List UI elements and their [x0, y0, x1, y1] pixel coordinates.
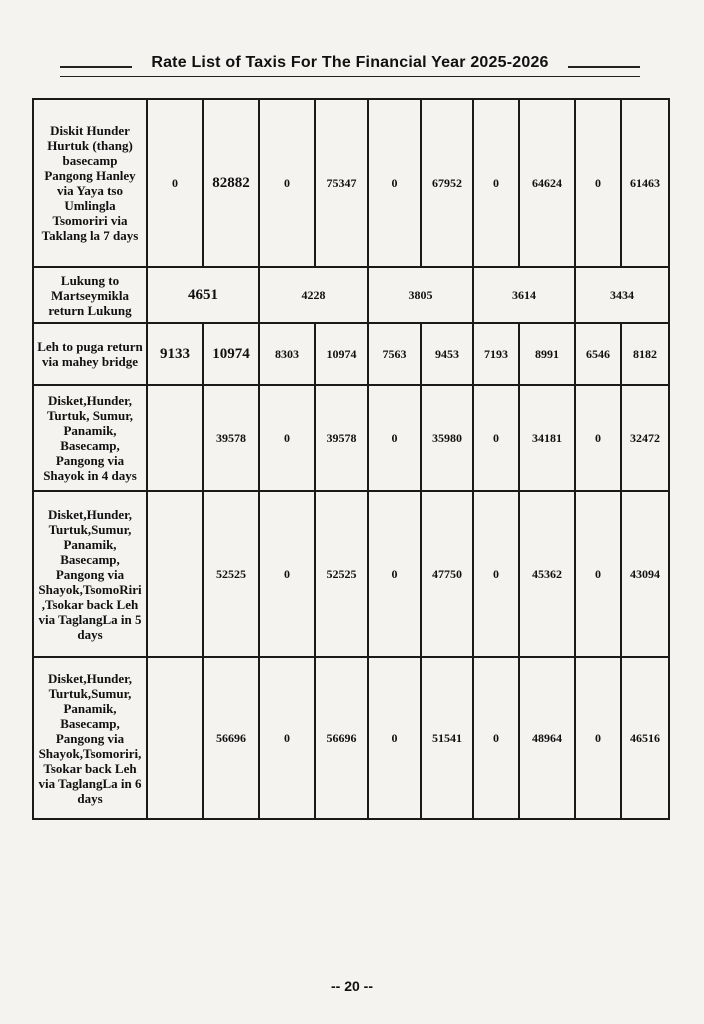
- table-row: [33, 385, 669, 491]
- route-cell: Disket,Hunder, Turtuk,Sumur, Panamik, Basecamp, Pangong via Shayok,TsomoRiri,Tsokar back Leh via TaglangLa in 5 days: [33, 491, 147, 657]
- rate-cell: 56696: [203, 657, 259, 819]
- rate-cell: 39578: [203, 385, 259, 491]
- header-rule-right: [568, 66, 640, 68]
- rate-cell: 35980: [421, 385, 473, 491]
- table-row: [33, 323, 669, 385]
- rate-cell: [147, 385, 203, 491]
- rate-cell: 0: [368, 491, 421, 657]
- rate-cell: 46516: [621, 657, 669, 819]
- rate-cell: 0: [473, 657, 519, 819]
- rate-cell: 47750: [421, 491, 473, 657]
- rate-cell: 8182: [621, 323, 669, 385]
- header-underline: [60, 76, 640, 77]
- rate-cell: 52525: [203, 491, 259, 657]
- rate-cell: 0: [473, 99, 519, 267]
- rate-cell: 67952: [421, 99, 473, 267]
- route-cell: Leh to puga return via mahey bridge: [33, 323, 147, 385]
- table-row: [33, 267, 669, 323]
- rate-cell: 4228: [259, 267, 368, 323]
- table-row: [33, 657, 669, 819]
- table-row: [33, 99, 669, 267]
- rate-cell: 48964: [519, 657, 575, 819]
- route-cell: Disket,Hunder, Turtuk, Sumur, Panamik, Basecamp, Pangong via Shayok in 4 days: [33, 385, 147, 491]
- table-row: [33, 491, 669, 657]
- page-header: [60, 50, 640, 90]
- rate-cell: 0: [259, 385, 315, 491]
- rate-cell: 45362: [519, 491, 575, 657]
- rate-cell: 0: [259, 657, 315, 819]
- page-title: Rate List of Taxis For The Financial Year 2025-2026: [151, 54, 549, 71]
- rate-cell: 75347: [315, 99, 368, 267]
- rate-cell: 3434: [575, 267, 669, 323]
- rate-cell: 6546: [575, 323, 621, 385]
- route-cell: Lukung to Martseymikla return Lukung: [33, 267, 147, 323]
- rate-cell: [147, 657, 203, 819]
- rate-cell: 0: [575, 491, 621, 657]
- rate-cell: 9453: [421, 323, 473, 385]
- rate-cell: [147, 491, 203, 657]
- rate-cell: 51541: [421, 657, 473, 819]
- rate-cell: 0: [473, 385, 519, 491]
- page-number: -- 20 --: [331, 978, 373, 994]
- rate-cell: 82882: [203, 99, 259, 267]
- rate-cell: 32472: [621, 385, 669, 491]
- rate-cell: 0: [259, 99, 315, 267]
- route-cell: Diskit Hunder Hurtuk (thang) basecamp Pangong Hanley via Yaya tso Umlingla Tsomoriri via Taklang la 7 days: [33, 99, 147, 267]
- rate-cell: 3614: [473, 267, 575, 323]
- rate-cell: 10974: [203, 323, 259, 385]
- rate-cell: 43094: [621, 491, 669, 657]
- rate-cell: 8303: [259, 323, 315, 385]
- rate-cell: 56696: [315, 657, 368, 819]
- rate-cell: 0: [368, 99, 421, 267]
- rate-cell: 9133: [147, 323, 203, 385]
- rate-cell: 7563: [368, 323, 421, 385]
- rate-cell: 10974: [315, 323, 368, 385]
- rate-cell: 0: [575, 99, 621, 267]
- rate-cell: 0: [575, 385, 621, 491]
- rate-cell: 34181: [519, 385, 575, 491]
- rate-cell: 3805: [368, 267, 473, 323]
- rate-cell: 0: [473, 491, 519, 657]
- route-cell: Disket,Hunder, Turtuk,Sumur, Panamik, Basecamp, Pangong via Shayok,Tsomoriri,Tsokar back Leh via TaglangLa in 6 days: [33, 657, 147, 819]
- rate-cell: 0: [368, 385, 421, 491]
- rate-cell: 0: [259, 491, 315, 657]
- rate-cell: 0: [368, 657, 421, 819]
- rate-cell: 0: [575, 657, 621, 819]
- rate-cell: 52525: [315, 491, 368, 657]
- rate-table: [32, 98, 670, 820]
- rate-cell: 0: [147, 99, 203, 267]
- rate-cell: 7193: [473, 323, 519, 385]
- rate-cell: 8991: [519, 323, 575, 385]
- rate-cell: 4651: [147, 267, 259, 323]
- rate-cell: 61463: [621, 99, 669, 267]
- rate-cell: 39578: [315, 385, 368, 491]
- rate-cell: 64624: [519, 99, 575, 267]
